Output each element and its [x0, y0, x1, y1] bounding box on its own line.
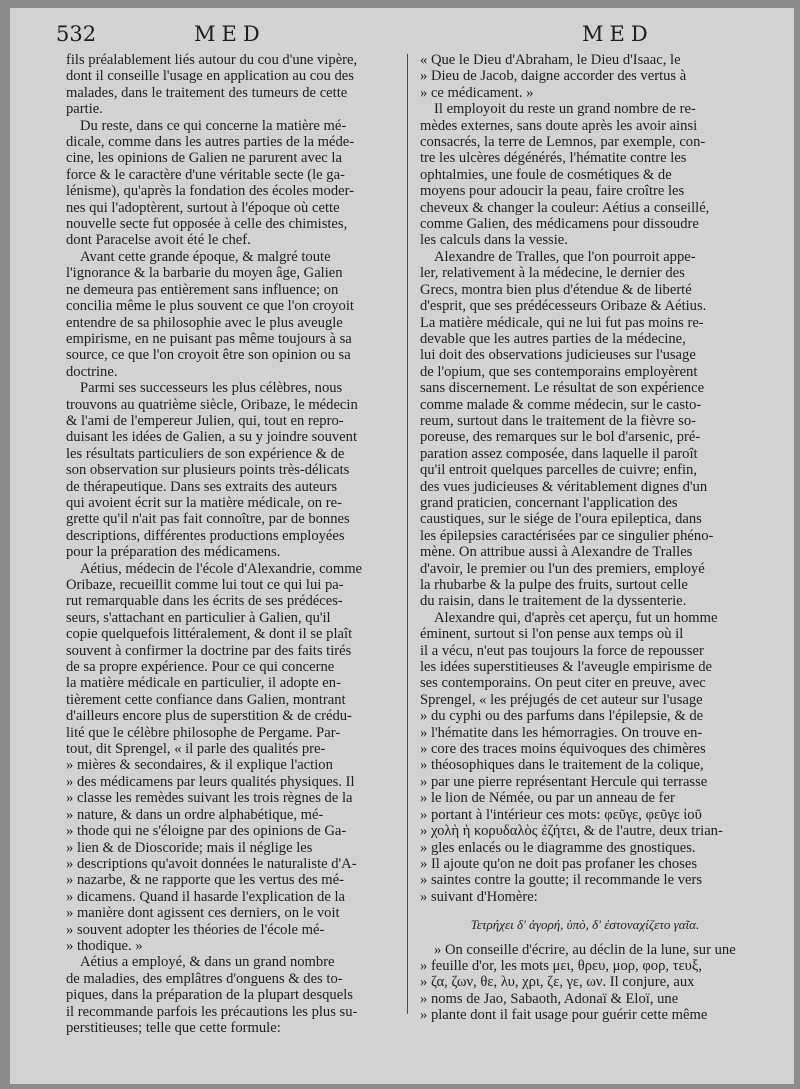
text-line: empirisme, en ne puisant pas même toujours à sa — [66, 330, 352, 347]
text-line: poreuse, des remarques sur le bol d'arsenic, pré- — [420, 429, 701, 446]
page-number: 532 — [56, 22, 97, 46]
text-line: » théosophiques dans le traitement de la colique, — [420, 757, 704, 774]
text-line: caustiques, sur le siége de l'oura epileptica, dans — [420, 511, 702, 528]
text-line: » dicamens. Quand il hasarde l'explication de la — [66, 888, 346, 905]
paragraph — [420, 52, 750, 101]
text-line: Il employoit du reste un grand nombre de re- — [434, 101, 696, 118]
text-line: » Il ajoute qu'on ne doit pas profaner les choses — [420, 855, 697, 872]
text-line: d'esprit, que ses prédécesseurs Oribaze & Aétius. — [420, 298, 707, 315]
paragraph — [66, 52, 396, 118]
text-line: » l'hématite dans les hémorragies. On trouve en- — [420, 724, 703, 741]
text-line: tre les ulcères dégénérés, l'hématite contre les — [420, 150, 687, 167]
text-line: tièrement cette confiance dans Galien, montrant — [66, 691, 346, 708]
text-line: » ce médicament. » — [420, 84, 534, 101]
text-line: cheveux & changer la couleur: Aétius a conseillé, — [420, 199, 710, 216]
text-line: fils préalablement liés autour du cou d'une vipère, — [66, 52, 358, 68]
paragraph — [420, 942, 750, 1024]
column-divider — [407, 54, 408, 1014]
text-line: du raisin, dans le traitement de la dyssenterie. — [420, 593, 687, 610]
text-line: » du cyphi ou des parfums dans l'épilepsie, & de — [420, 708, 704, 725]
text-line: son observation sur plusieurs points très-délicats — [66, 462, 350, 479]
right-column — [420, 52, 750, 1024]
text-line: » mières & secondaires, & il explique l'action — [66, 757, 333, 774]
text-line: les épilepsies caractérisées par ce singulier phéno- — [420, 527, 714, 544]
text-line: comme malade & comme médecin, sur le casto- — [420, 396, 702, 413]
text-line: rut remarquable dans les écrits de ses prédéces- — [66, 593, 343, 610]
text-line: des vues judicieuses & véritablement dignes d'un — [420, 478, 708, 495]
text-line: dicale, comme dans les autres parties de la méde- — [66, 134, 355, 151]
text-line: la matière médicale en particulier, il adopte en- — [66, 675, 341, 692]
text-line: qui avoient écrit sur la matière médicale, on re- — [66, 494, 342, 511]
book-page — [10, 8, 794, 1084]
text-line: consacrés, la terre de Lemnos, par exemple, con- — [420, 134, 706, 151]
text-line: seurs, s'attachant en particulier à Galien, qu'il — [66, 609, 331, 626]
text-line: La matière médicale, qui ne lui fut pas moins re- — [420, 314, 704, 331]
text-line: lui doit des observations judicieuses sur l'usage — [420, 347, 696, 364]
text-line: » classe les remèdes suivant les trois règnes de la — [66, 790, 353, 807]
text-line: sans discernement. Le résultat de son expérience — [420, 380, 705, 397]
text-line: les idées superstitieuses & l'aveugle empirisme de — [420, 659, 712, 676]
text-line: paration assez composée, dans laquelle il paroît — [420, 445, 698, 462]
text-line: les résultats particuliers de son expérience & de — [66, 445, 345, 462]
text-line: lénisme), qu'après la fondation des écoles moder- — [66, 183, 355, 200]
left-column — [66, 52, 396, 1036]
text-line: concilia même le plus souvent ce que l'on croyoit — [66, 298, 354, 315]
text-line: » core des traces moins équivoques des chimères — [420, 741, 706, 758]
text-line: l'ignorance & la barbarie du moyen âge, Galien — [66, 265, 343, 282]
text-line: » ζα, ζων, θε, λυ, χρι, ζε, γε, ων. Il conjure, aux — [420, 974, 695, 991]
text-line: la rhubarbe & la pulpe des fruits, surtout celle — [420, 577, 688, 593]
text-line: comme Galien, des médicamens pour dissoudre — [420, 216, 699, 233]
text-line: Du reste, dans ce qui concerne la matière mé- — [80, 117, 347, 134]
text-line: » suivant d'Homère: — [420, 888, 538, 905]
paragraph — [66, 954, 396, 1036]
paragraph — [66, 118, 396, 249]
text-line: partie. — [66, 101, 103, 118]
text-line: nouvelle secte fut opposée à celle des chimistes, — [66, 216, 348, 233]
text-line: ler, relativement à la médecine, le dernier des — [420, 265, 685, 282]
text-line: » On conseille d'écrire, au déclin de la lune, sur une — [434, 941, 736, 958]
text-line: moyens pour adoucir la peau, faire croître les — [420, 183, 685, 200]
text-line: d'ailleurs encore plus de superstition & de crédu- — [66, 708, 352, 725]
text-line: trouvons au quatrième siècle, Oribaze, le médecin — [66, 396, 358, 413]
text-line: Parmi ses successeurs les plus célèbres, nous — [80, 380, 343, 397]
text-line: piques, dans la préparation de la plupart desquels — [66, 987, 353, 1004]
text-line: » thodique. » — [66, 937, 143, 954]
text-line: de sa propre expérience. Pour ce qui concerne — [66, 659, 335, 676]
text-line: duisant les idées de Galien, a su y joindre souvent — [66, 429, 357, 446]
paragraph — [66, 561, 396, 955]
text-line: Grecs, montra bien plus d'étendue & de liberté — [420, 281, 692, 298]
text-line: ne demeura pas entièrement sans influence; on — [66, 281, 339, 298]
running-head-left: MED — [194, 22, 266, 46]
text-line: doctrine. — [66, 363, 118, 380]
text-line: tout, dit Sprengel, « il parle des qualités pre- — [66, 741, 326, 758]
text-line: source, ce que l'on croyoit être son opinion ou sa — [66, 347, 351, 364]
text-line: pour la préparation des médicamens. — [66, 544, 281, 561]
paragraph — [66, 380, 396, 560]
text-line: entendre de sa philosophie avec le plus aveugle — [66, 314, 343, 331]
text-line: » nazarbe, & ne rapporte que les vertus des mé- — [66, 872, 344, 889]
text-line: dont il conseille l'usage en application au cou des — [66, 68, 354, 85]
text-line: mène. On attribue aussi à Alexandre de Tralles — [420, 544, 693, 561]
text-line: grette qu'il n'ait pas fait connoître, par de bonnes — [66, 511, 350, 528]
text-line: éminent, surtout si l'on pense aux temps où il — [420, 626, 684, 643]
text-line: » thode qui ne s'éloigne par des opinions de Ga- — [66, 823, 347, 840]
text-line: » χολὴ ἡ κορυδαλὸς ἐζήτει, & de l'autre, deux trian- — [420, 823, 723, 840]
text-line: Avant cette grande époque, & malgré toute — [80, 248, 331, 265]
paragraph — [420, 249, 750, 610]
text-line: Alexandre qui, d'après cet aperçu, fut un homme — [434, 609, 718, 626]
text-line: » saintes contre la goutte; il recommande le vers — [420, 872, 703, 889]
text-line: copie quelquefois littéralement, & dont il se plaît — [66, 626, 353, 643]
text-line: » des médicamens par leurs qualités physiques. Il — [66, 773, 355, 790]
text-line: Oribaze, recueillit comme lui tout ce qui lui pa- — [66, 577, 344, 593]
text-line: souvent à confirmer la doctrine par des faits tirés — [66, 642, 352, 659]
text-line: force & le caractère d'une véritable secte (le ga- — [66, 166, 345, 183]
text-line: grand praticien, concernant l'application des — [420, 494, 678, 511]
text-line: reum, surtout dans le traitement de la fièvre so- — [420, 412, 696, 429]
paragraph — [420, 610, 750, 905]
text-line: dont Paracelse avoit été le chef. — [66, 232, 251, 249]
text-line: malades, dans le traitement des tumeurs de cette — [66, 84, 348, 101]
running-head-right: MED — [582, 22, 654, 46]
text-line: perstitieuses; telle que cette formule: — [66, 1019, 281, 1036]
greek-verse: Τετρήχει δ' ἀγορή, ὑπὸ, δ' ἐστοναχίζετο γαῖα. — [470, 917, 700, 933]
text-line: « Que le Dieu d'Abraham, le Dieu d'Isaac, le — [420, 52, 681, 68]
paragraph — [420, 101, 750, 249]
text-line: » le lion de Némée, ou par un anneau de fer — [420, 790, 675, 807]
text-line: lité que le célèbre philosophe de Pergame. Par- — [66, 724, 341, 741]
text-line: cine, les opinions de Galien ne parurent avec la — [66, 150, 342, 167]
text-line: Aétius, médecin de l'école d'Alexandrie, comme — [80, 560, 363, 577]
text-line: ses contemporains. On peut citer en preuve, avec — [420, 675, 706, 692]
text-line: d'avoir, le premier ou l'un des premiers, employé — [420, 560, 705, 577]
text-line: » noms de Jao, Sabaoth, Adonaï & Eloï, une — [420, 990, 679, 1007]
text-line: » Dieu de Jacob, daigne accorder des vertus à — [420, 68, 687, 85]
text-line: » nature, & dans un ordre alphabétique, mé- — [66, 806, 324, 823]
text-line: de maladies, des emplâtres d'onguens & des to- — [66, 970, 343, 987]
text-line: les calculs dans la vessie. — [420, 232, 568, 249]
text-line: » souvent adopter les théories de l'école mé- — [66, 921, 325, 938]
text-line: Sprengel, « les préjugés de cet auteur sur l'usage — [420, 691, 703, 708]
text-line: Alexandre de Tralles, que l'on pourroit appe- — [434, 248, 696, 265]
text-line: » plante dont il fait usage pour guérir cette même — [420, 1007, 708, 1024]
text-line: » descriptions qu'avoit données le naturaliste d'A- — [66, 855, 357, 872]
text-line: » manière dont agissent ces derniers, on le voit — [66, 905, 340, 922]
text-line: descriptions, différentes productions employées — [66, 527, 345, 544]
text-line: devable que les autres parties de la médecine, — [420, 330, 686, 347]
text-line: & l'ami de l'empereur Julien, qui, tout en repro- — [66, 412, 344, 429]
text-line: » gles enlacés ou le diagramme des gnostiques. — [420, 839, 696, 856]
text-line: ophtalmies, une foule de cosmétiques & de — [420, 166, 672, 183]
text-line: » lien & de Dioscoride; mais il néglige les — [66, 839, 313, 856]
text-line: nes qui l'adoptèrent, surtout à l'époque où cette — [66, 199, 340, 216]
paragraph — [66, 249, 396, 380]
text-line: Aétius a employé, & dans un grand nombre — [80, 954, 335, 971]
text-line: » par une pierre représentant Hercule qui terrasse — [420, 773, 708, 790]
text-line: il recommande parfois les précautions les plus su- — [66, 1003, 358, 1020]
page-header — [10, 20, 794, 52]
text-line: il a vécu, n'eut pas toujours la force de repousser — [420, 642, 704, 659]
text-line: de thérapeutique. Dans ses extraits des auteurs — [66, 478, 338, 495]
text-line: de l'opium, que ses contemporains employèrent — [420, 363, 698, 380]
text-line: qu'il entroit quelques parcelles de cuivre; enfin, — [420, 462, 697, 479]
text-line: mèdes externes, sans doute après les avoir ainsi — [420, 117, 698, 134]
text-line: » portant à l'intérieur ces mots: φεῦγε, φεῦγε ἰοῦ — [420, 806, 702, 823]
text-line: » feuille d'or, les mots μει, θρευ, μορ, φορ, τευξ, — [420, 957, 703, 974]
